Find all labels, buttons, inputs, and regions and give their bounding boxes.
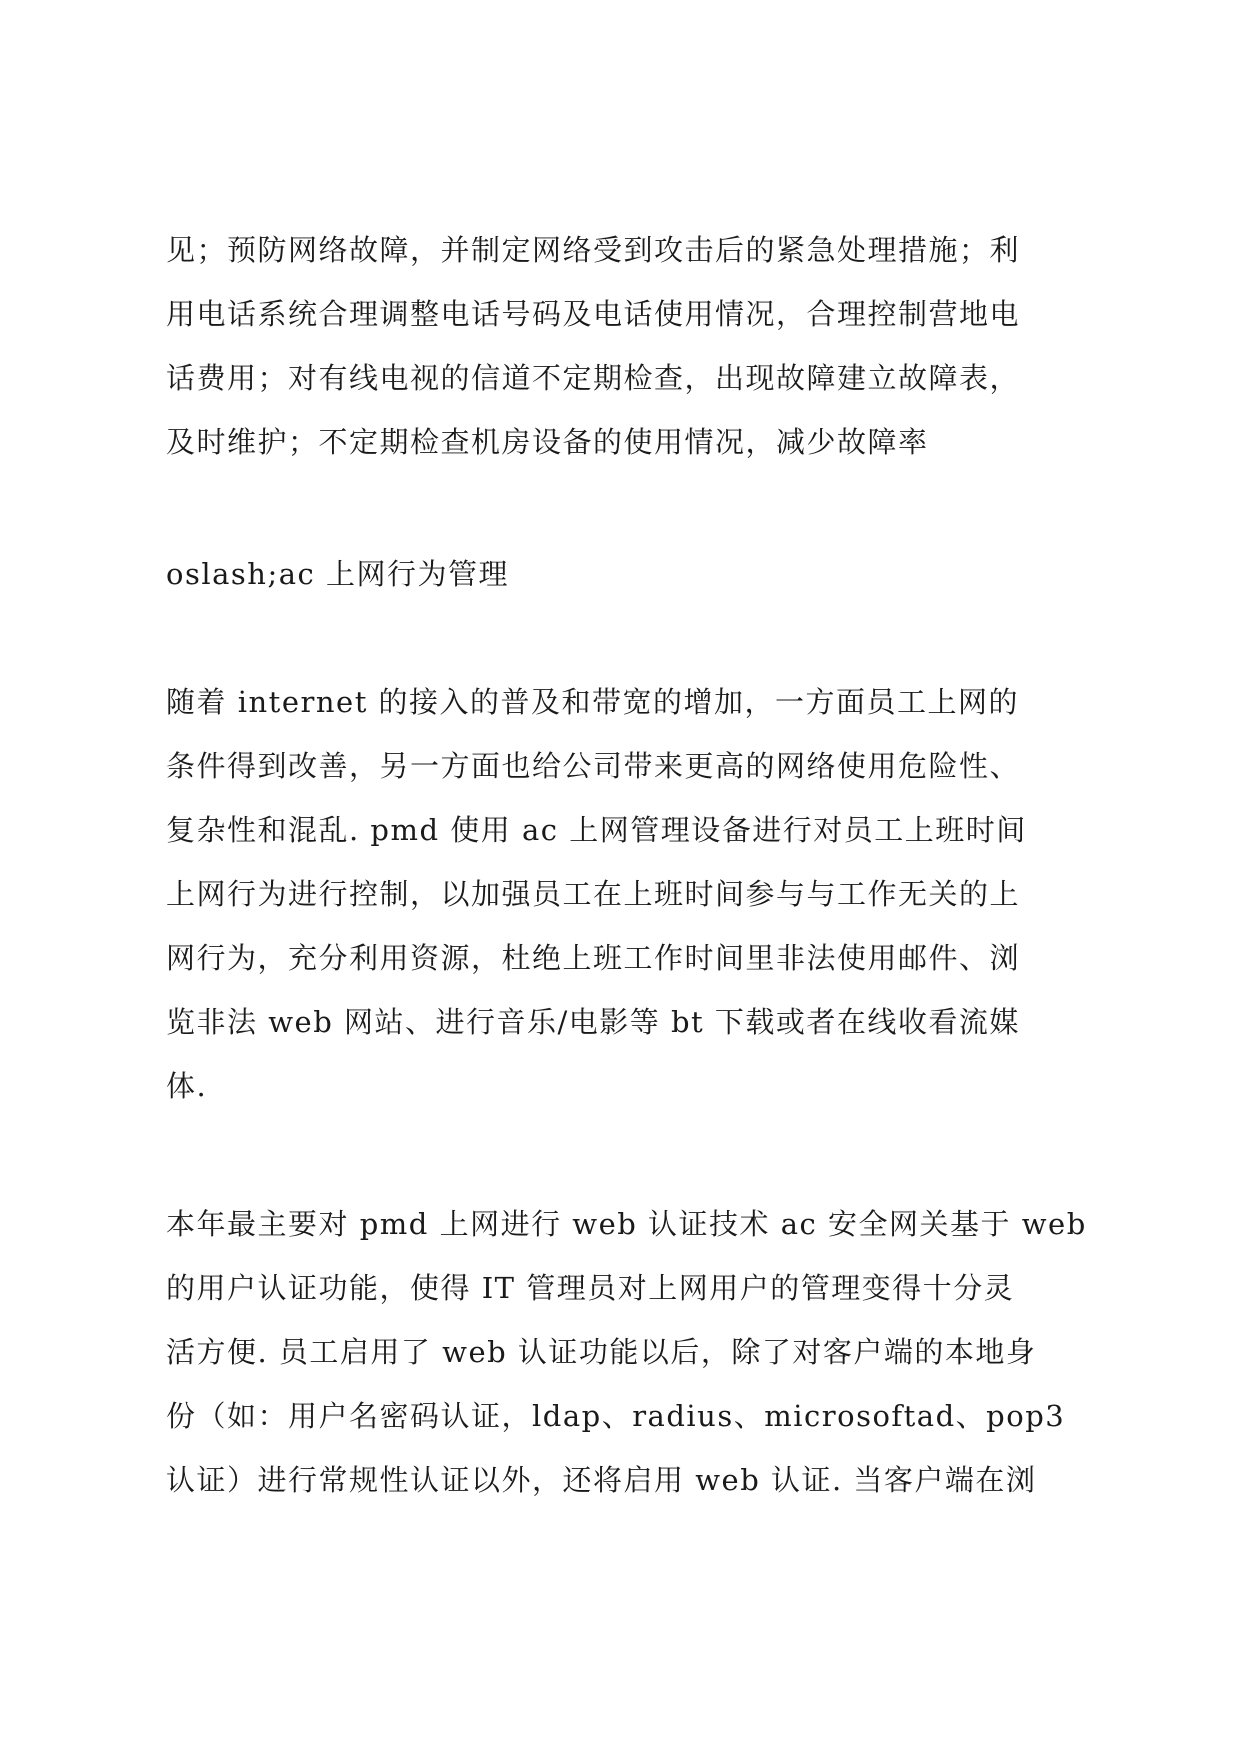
text-line: 条件得到改善，另一方面也给公司带来更高的网络使用危险性、 <box>166 749 1021 783</box>
text-line: 网行为，充分利用资源，杜绝上班工作时间里非法使用邮件、浏 <box>166 941 1021 975</box>
text-line: 见；预防网络故障，并制定网络受到攻击后的紧急处理措施；利 <box>166 233 1021 267</box>
section-heading: oslash;ac 上网行为管理 <box>166 557 509 591</box>
text-line: 随着 internet 的接入的普及和带宽的增加，一方面员工上网的 <box>166 685 1020 719</box>
text-line: 本年最主要对 pmd 上网进行 web 认证技术 ac 安全网关基于 web <box>166 1207 1087 1241</box>
text-line: 上网行为进行控制，以加强员工在上班时间参与与工作无关的上 <box>166 877 1021 911</box>
text-line: 话费用；对有线电视的信道不定期检查，出现故障建立故障表， <box>166 361 1021 395</box>
paragraph-web-authentication <box>166 1192 1106 1512</box>
text-line: 体. <box>166 1069 208 1103</box>
text-line: 览非法 web 网站、进行音乐/电影等 bt 下载或者在线收看流媒 <box>166 1005 1020 1039</box>
section-heading-ac-management <box>166 542 1106 606</box>
text-line: 用电话系统合理调整电话号码及电话使用情况，合理控制营地电 <box>166 297 1021 331</box>
text-line: 份（如：用户名密码认证，ldap、radius、microsoftad、pop3 <box>166 1399 1066 1433</box>
text-line: 活方便. 员工启用了 web 认证功能以后，除了对客户端的本地身 <box>166 1335 1037 1369</box>
text-line: 及时维护；不定期检查机房设备的使用情况，减少故障率 <box>166 425 929 459</box>
text-line: 复杂性和混乱. pmd 使用 ac 上网管理设备进行对员工上班时间 <box>166 813 1027 847</box>
paragraph-internet-behavior <box>166 670 1106 1118</box>
text-line: 认证）进行常规性认证以外，还将启用 web 认证. 当客户端在浏 <box>166 1463 1037 1497</box>
text-line: 的用户认证功能，使得 IT 管理员对上网用户的管理变得十分灵 <box>166 1271 1015 1305</box>
paragraph-network-maintenance <box>166 218 1106 474</box>
